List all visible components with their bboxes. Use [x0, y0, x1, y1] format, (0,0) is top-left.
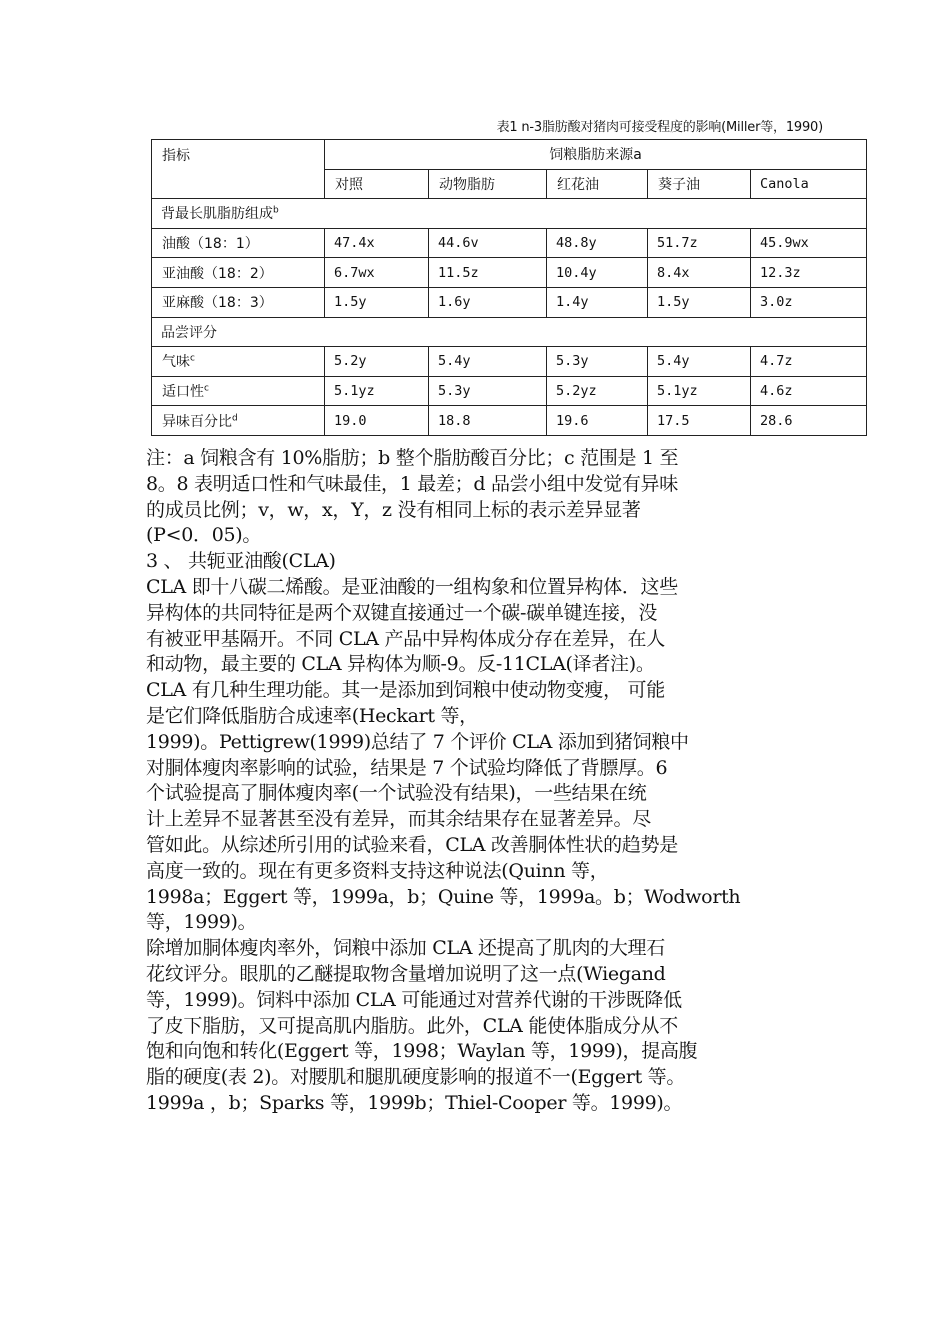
table-cell: 10.4y — [547, 258, 648, 288]
table-cell: 6.7wx — [325, 258, 429, 288]
table-cell: 5.2yz — [547, 376, 648, 406]
text-line: 1999a ，b；Sparks 等，1999b；Thiel-Cooper 等。1999)。 — [146, 1091, 683, 1114]
table-row — [152, 287, 867, 317]
text-line: 饱和向饱和转化(Eggert 等，1998；Waylan 等，1999)，提高腹 — [146, 1040, 698, 1063]
section-label: 品尝评分 — [152, 317, 867, 347]
text-line: 和动物，最主要的 CLA 异构体为顺-9。反-11CLA(译者注)。 — [146, 653, 655, 676]
text-line: (P<0．05)。 — [146, 524, 262, 547]
row-label: 亚油酸（18：2） — [152, 258, 325, 288]
table-cell: 44.6v — [429, 228, 547, 258]
row-superscript: d — [232, 412, 238, 423]
table-cell: 5.1yz — [325, 376, 429, 406]
table-cell: 47.4x — [325, 228, 429, 258]
column-header: 对照 — [325, 169, 429, 199]
text-line: 花纹评分。眼肌的乙醚提取物含量增加说明了这一点(Wiegand — [146, 962, 666, 985]
table-cell: 5.2y — [325, 347, 429, 377]
table-cell: 5.1yz — [648, 376, 751, 406]
text-line: 脂的硬度(表 2)。对腰肌和腿肌硬度影响的报道不一(Eggert 等。 — [146, 1066, 686, 1089]
row-label: 亚麻酸（18：3） — [152, 287, 325, 317]
table-cell: 5.4y — [429, 347, 547, 377]
table-cell: 1.5y — [325, 287, 429, 317]
table-cell: 1.4y — [547, 287, 648, 317]
column-header: 动物脂肪 — [429, 169, 547, 199]
table-cell: 18.8 — [429, 406, 547, 436]
section-label: 背最长肌脂肪组成$^b$ — [152, 199, 867, 229]
table-cell: 4.6z — [751, 376, 867, 406]
table-header-feed-fat-source: 饲粮脂肪来源a — [325, 140, 867, 170]
table-row — [152, 406, 867, 436]
table-row — [152, 228, 867, 258]
table-cell: 5.3y — [547, 347, 648, 377]
table-cell: 3.0z — [751, 287, 867, 317]
table-cell: 45.9wx — [751, 228, 867, 258]
text-line: 高度一致的。现在有更多资料支持这种说法(Quinn 等， — [146, 859, 609, 882]
text-line: 的成员比例；v，w，x，Y，z 没有相同上标的表示差异显著 — [146, 498, 641, 521]
table-section-row — [152, 199, 867, 229]
row-label: 油酸（18：1） — [152, 228, 325, 258]
text-line: 有被亚甲基隔开。不同 CLA 产品中异构体成分存在差异，在人 — [146, 627, 665, 650]
text-line: 了皮下脂肪，又可提高肌内脂肪。此外，CLA 能使体脂成分从不 — [146, 1014, 678, 1037]
table-cell: 5.4y — [648, 347, 751, 377]
text-line: 计上差异不显著甚至没有差异，而其余结果存在显著差异。尽 — [146, 808, 651, 831]
section-heading: 3 、 共轭亚油酸(CLA) — [146, 550, 336, 573]
text-line: CLA 有几种生理功能。其一是添加到饲粮中使动物变瘦， 可能 — [146, 679, 665, 702]
text-line: 是它们降低脂肪合成速率(Heckart 等， — [146, 704, 478, 727]
text-line: 注：a 饲粮含有 10%脂肪；b 整个脂肪酸百分比；c 范围是 1 至 — [146, 447, 679, 469]
table-cell: 48.8y — [547, 228, 648, 258]
text-line: 个试验提高了胴体瘦肉率(一个试验没有结果)，一些结果在统 — [146, 782, 647, 805]
table-row — [152, 258, 867, 288]
column-header: 红花油 — [547, 169, 648, 199]
text-line: 1999)。Pettigrew(1999)总结了 7 个评价 CLA 添加到猪饲粮中 — [146, 730, 689, 753]
table-cell: 17.5 — [648, 406, 751, 436]
text-line: 对胴体瘦肉率影响的试验，结果是 7 个试验均降低了背膘厚。6 — [146, 756, 668, 779]
text-line: 除增加胴体瘦肉率外，饲粮中添加 CLA 还提高了肌肉的大理石 — [146, 937, 665, 960]
row-superscript: c — [190, 353, 195, 364]
table-cell: 1.5y — [648, 287, 751, 317]
row-superscript: c — [204, 383, 209, 394]
text-line: 等，1999)。饲料中添加 CLA 可能通过对营养代谢的干涉既降低 — [146, 988, 682, 1011]
table-cell: 19.0 — [325, 406, 429, 436]
table-row — [152, 347, 867, 377]
body-text — [146, 446, 826, 1117]
table-cell: 11.5z — [429, 258, 547, 288]
column-header: Canola — [751, 169, 867, 199]
table-row — [152, 376, 867, 406]
fatty-acid-table — [151, 139, 867, 436]
text-line: 等，1999)。 — [146, 911, 257, 934]
table-caption: 表1 n-3脂肪酸对猪肉可接受程度的影响(Miller等，1990) — [496, 120, 823, 135]
column-header: 葵子油 — [648, 169, 751, 199]
row-label: 气味$^c$ — [152, 347, 325, 377]
section-superscript: b — [273, 205, 279, 216]
table-cell: 12.3z — [751, 258, 867, 288]
table-cell: 5.3y — [429, 376, 547, 406]
table-cell: 28.6 — [751, 406, 867, 436]
text-line: 管如此。从综述所引用的试验来看，CLA 改善胴体性状的趋势是 — [146, 833, 678, 856]
table-cell: 51.7z — [648, 228, 751, 258]
table-header-indicator: 指标 — [152, 140, 325, 199]
row-label: 适口性$^c$ — [152, 376, 325, 406]
text-line: 8。8 表明适口性和气味最佳，1 最差；d 品尝小组中发觉有异味 — [146, 472, 678, 495]
text-line: CLA 即十八碳二烯酸。是亚油酸的一组构象和位置异构体．这些 — [146, 575, 678, 598]
table-cell: 19.6 — [547, 406, 648, 436]
text-line: 1998a；Eggert 等，1999a，b；Quine 等，1999a。b；Wodworth — [146, 885, 741, 908]
table-cell: 1.6y — [429, 287, 547, 317]
table-header-row — [152, 140, 867, 170]
table-cell: 4.7z — [751, 347, 867, 377]
text-line: 异构体的共同特征是两个双键直接通过一个碳-碳单键连接，没 — [146, 601, 658, 624]
table-cell: 8.4x — [648, 258, 751, 288]
row-label: 异味百分比$^d$ — [152, 406, 325, 436]
table-section-row — [152, 317, 867, 347]
